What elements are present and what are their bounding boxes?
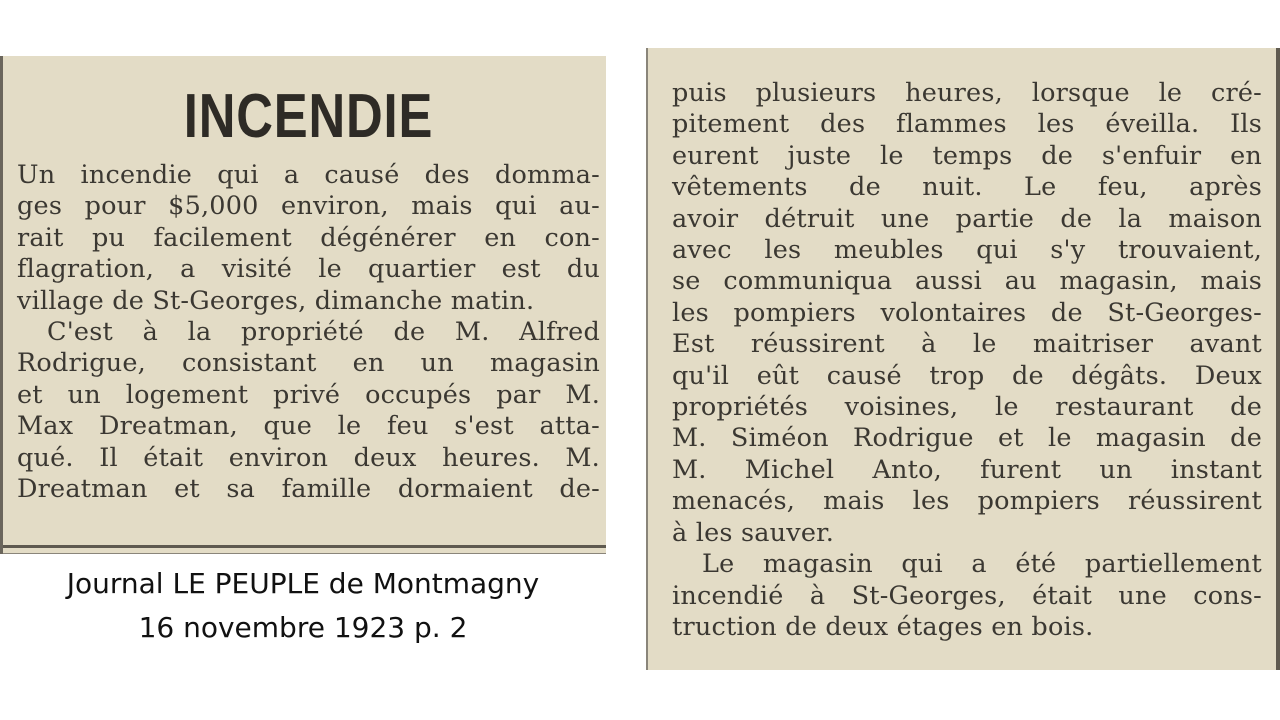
article-line: M. Siméon Rodrigue et le magasin de [672, 423, 1262, 454]
article-line: avoir détruit une partie de la maison [672, 203, 1262, 234]
article-line: incendié à St-Georges, était une cons- [672, 580, 1262, 611]
article-line: propriétés voisines, le restaurant de [672, 392, 1262, 423]
article-line: C'est à la propriété de M. Alfred [47, 317, 600, 348]
article-line: Dreatman et sa famille dormaient de- [17, 474, 600, 505]
column-rule [3, 545, 606, 548]
article-line: se communiqua aussi au magasin, mais [672, 266, 1262, 297]
article-line: menacés, mais les pompiers réussirent [672, 486, 1262, 517]
article-line: Un incendie qui a causé des domma- [17, 160, 600, 190]
article-line: qué. Il était environ deux heures. M. [17, 442, 600, 473]
source-caption-line1: Journal LE PEUPLE de Montmagny [66, 567, 540, 600]
article-line: avec les meubles qui s'y trouvaient, [672, 235, 1262, 266]
article-headline: INCENDIE [183, 82, 434, 151]
source-caption-line2: 16 novembre 1923 p. 2 [138, 611, 468, 644]
article-line: flagration, a visité le quartier est du [17, 254, 600, 285]
article-line: village de St-Georges, dimanche matin. [17, 285, 535, 316]
article-line: ges pour $5,000 environ, mais qui au- [17, 191, 600, 222]
column-rule [3, 553, 606, 554]
article-clipping-right [646, 48, 1280, 670]
article-line: vêtements de nuit. Le feu, après [672, 172, 1262, 203]
article-line: rait pu facilement dégénérer en con- [17, 222, 600, 253]
article-line: puis plusieurs heures, lorsque le cré- [672, 78, 1262, 108]
article-line: truction de deux étages en bois. [672, 611, 1094, 642]
article-line: Est réussirent à le maitriser avant [672, 329, 1262, 360]
article-line: les pompiers volontaires de St-Georges- [672, 297, 1262, 328]
article-line: pitement des flammes les éveilla. Ils [672, 109, 1262, 140]
article-line: Rodrigue, consistant en un magasin [17, 348, 600, 379]
article-clipping-left [0, 56, 606, 554]
article-line: qu'il eût causé trop de dégâts. Deux [672, 360, 1262, 391]
article-line: M. Michel Anto, furent un instant [672, 454, 1262, 485]
article-line: et un logement privé occupés par M. [17, 379, 600, 410]
article-line: eurent juste le temps de s'enfuir en [672, 140, 1262, 171]
article-line: Max Dreatman, que le feu s'est atta- [17, 411, 600, 442]
article-line: Le magasin qui a été partiellement [702, 549, 1262, 580]
article-line: à les sauver. [672, 517, 835, 548]
